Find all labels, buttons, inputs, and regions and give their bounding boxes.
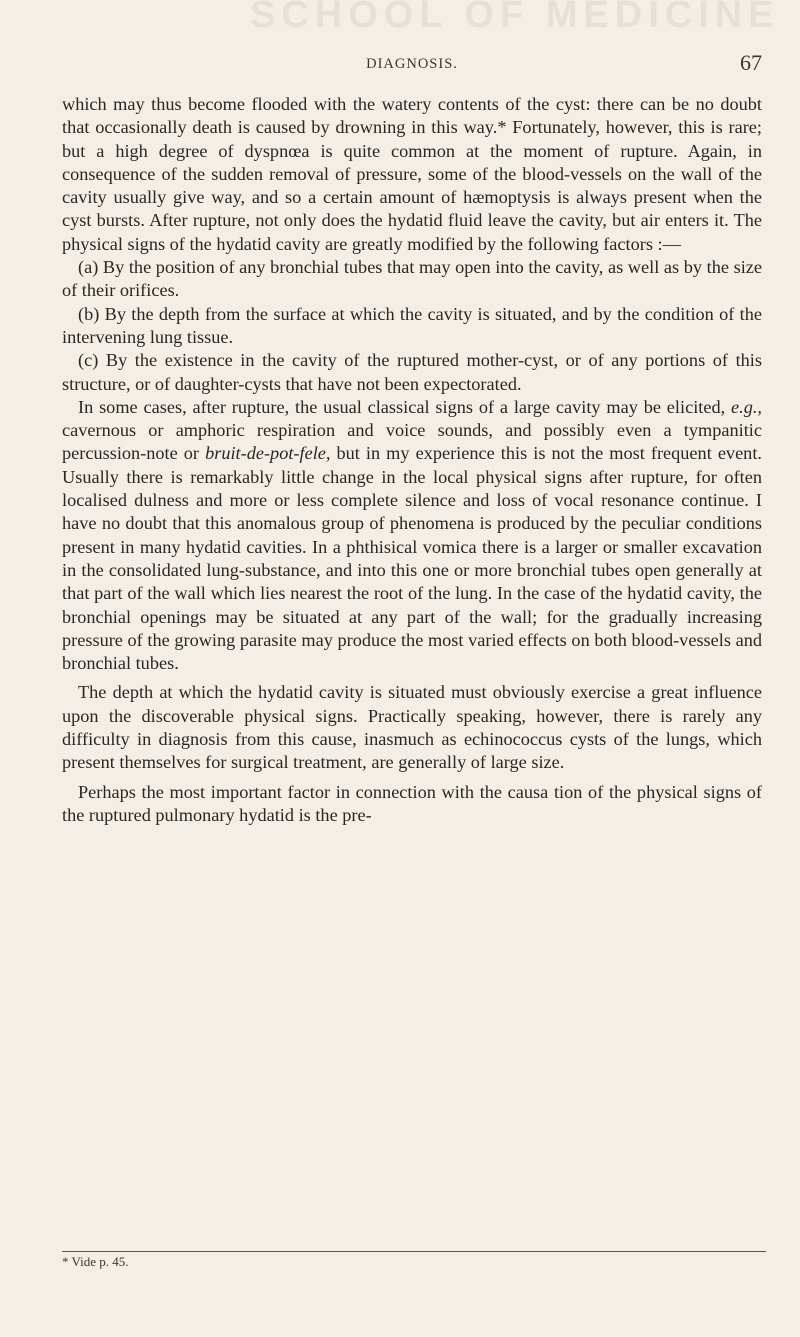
- paragraph-depth: The depth at which the hydatid cavity is situated must obviously exercise a great influence upon the discoverable physical signs. Practically speaking, however, there is rarely any difficulty in diagnosis from this cause, inasmuch as echinococcus cysts of the lungs, which present themselves for surgical treatment, are generally of large size.: [62, 682, 762, 773]
- bleed-through-text: SCHOOL OF MEDICINE: [250, 0, 780, 36]
- emphasis-eg: e.g.,: [731, 396, 762, 417]
- paragraph-classical-signs: [62, 396, 762, 676]
- paragraph-classical-signs-end: but in my experience this is not the most frequent event. Usually there is remarkably little change in the local physical signs after rupture, for often localised dulness and more or less complete silence and loss of vocal resonance continue. I have no doubt that this anomalous group of phenomena is produced by the peculiar conditions present in many hydatid cavities. In a phthisical vomica there is a larger or smaller excavation in the consolidated lung-substance, and into this one or more bronchial tubes open generally at that part of the wall which lies nearest the root of the lung. In the case of the hydatid cavity, the bronchial openings may be situated at any part of the wall; for the gradually increasing pressure of the growing parasite may produce the most varied effects on both blood-vessels and bronchial tubes.: [62, 443, 762, 674]
- paragraph-causation: Perhaps the most important factor in connection with the causa tion of the physical signs of the ruptured pulmonary hydatid is the pre-: [62, 781, 762, 825]
- emphasis-bruit: bruit-de-pot-fele,: [205, 443, 331, 464]
- footnote-rule: [62, 1251, 766, 1252]
- running-title: DIAGNOSIS.: [366, 56, 458, 72]
- body-text: [62, 93, 762, 827]
- paragraph-classical-signs-mid: cavernous or amphoric respiration and voice sounds, and possibly even a tympanitic percussion-note or: [62, 420, 762, 464]
- paragraph-rupture: which may thus become flooded with the watery contents of the cyst: there can be no doubt that occasionally death is caused by drowning in this way.* Fortunately, however, this is rare; but a high degree of dyspnœa is quite common at the moment of rupture. Again, in consequence of the sudden removal of pressure, some of the blood-vessels on the wall of the cavity usually give way, and so a certain amount of hæmoptysis is always present when the cyst bursts. After rupture, not only does the hydatid fluid leave the cavity, but air enters it. The physical signs of the hydatid cavity are greatly modified by the following factors :—: [62, 94, 762, 254]
- page-number: 67: [740, 50, 762, 75]
- paragraph-classical-signs-start: In some cases, after rupture, the usual classical signs of a large cavity may be elicited,: [78, 396, 726, 417]
- list-item-b: (b) By the depth from the surface at which the cavity is situated, and by the condition of the intervening lung tissue.: [62, 303, 762, 347]
- page-header: [62, 50, 762, 80]
- list-item-c: (c) By the existence in the cavity of the ruptured mother-cyst, or of any portions of this structure, or of daughter-cysts that have not been expectorated.: [62, 350, 762, 394]
- footnote: * Vide p. 45.: [62, 1254, 129, 1269]
- list-item-a: (a) By the position of any bronchial tubes that may open into the cavity, as well as by the size of their orifices.: [62, 257, 762, 301]
